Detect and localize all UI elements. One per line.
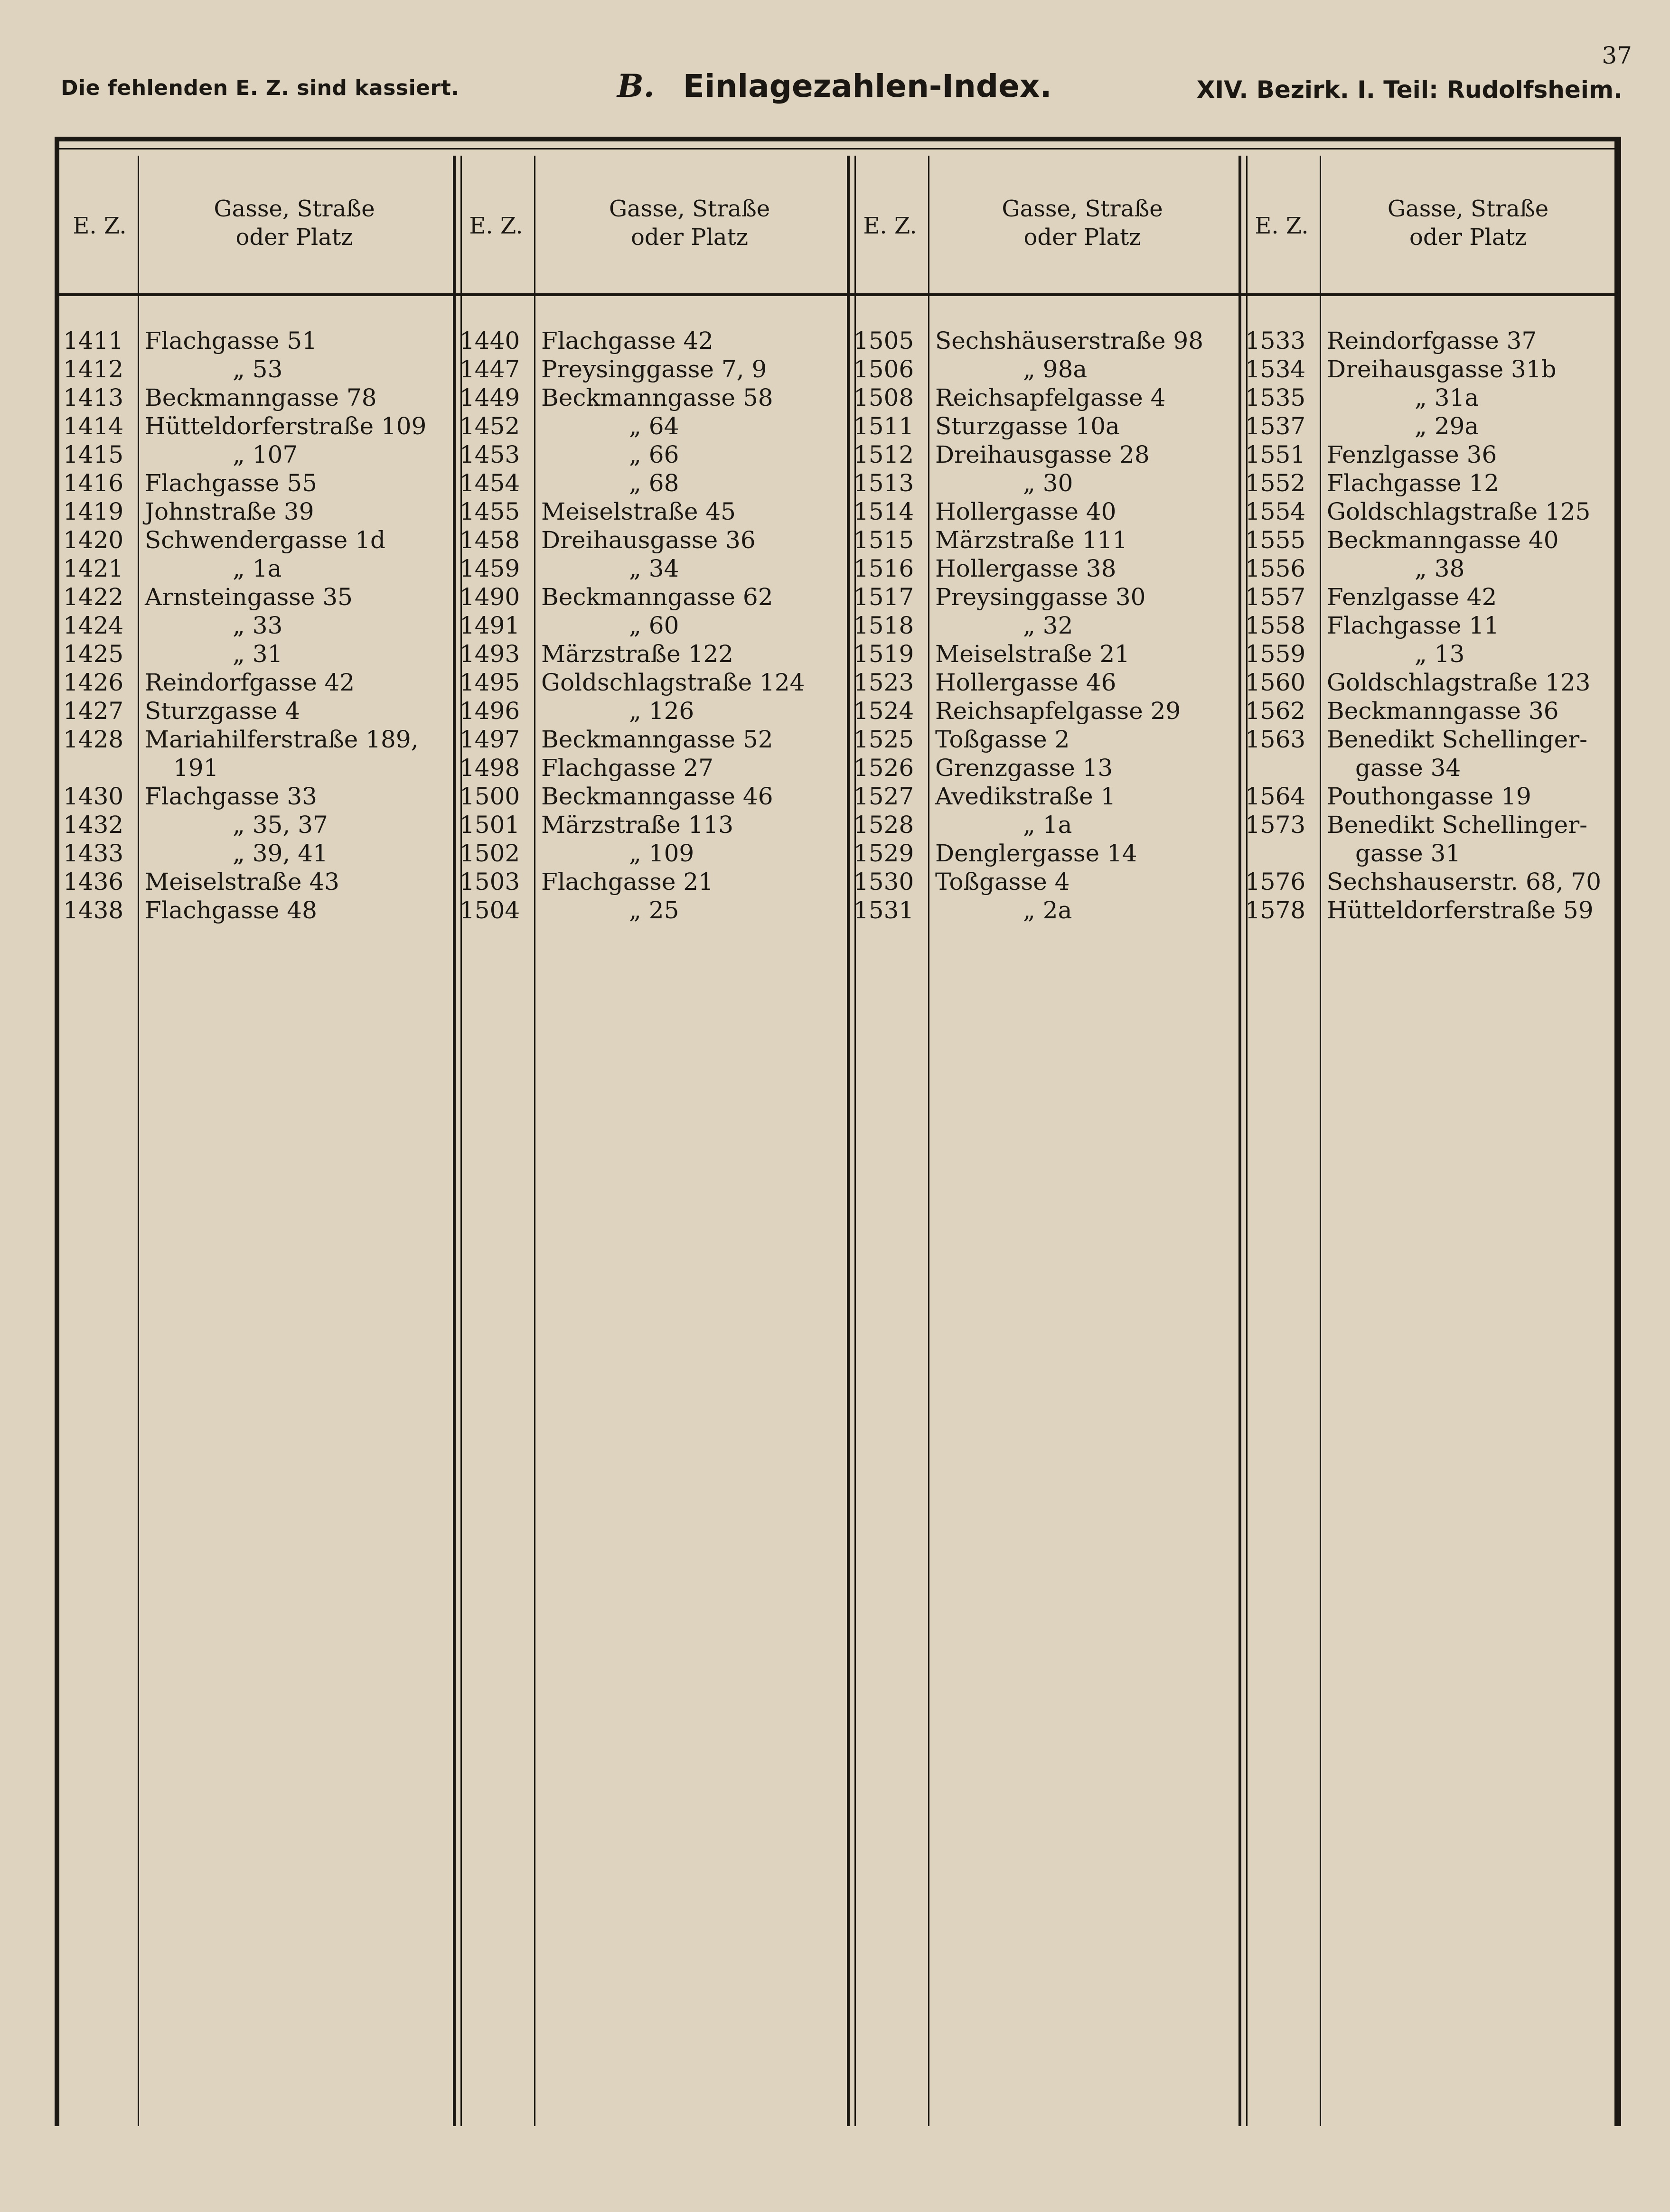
table-row	[1241, 839, 1621, 868]
table-row	[1241, 554, 1621, 583]
table-row	[850, 383, 1241, 412]
section-letter: B.	[617, 67, 655, 104]
table-row	[59, 754, 456, 782]
street-address: Sturzgasse 10a	[935, 412, 1120, 440]
table-row	[59, 440, 456, 469]
table-row	[456, 611, 850, 640]
street-column-header	[539, 195, 840, 252]
street-address: Hollergasse 38	[935, 555, 1116, 582]
street-address: Grenzgasse 13	[935, 754, 1113, 782]
table-row	[59, 583, 456, 611]
table-row	[1241, 469, 1621, 497]
table-row	[850, 611, 1241, 640]
table-row	[456, 327, 850, 355]
ez-column-header: E. Z.	[73, 213, 127, 239]
table-row	[850, 469, 1241, 497]
street-address: Reichsapfelgasse 29	[935, 697, 1181, 725]
table-row	[850, 868, 1241, 896]
street-address: Flachgasse 21	[541, 868, 713, 896]
street-address: „ 38	[1415, 555, 1465, 582]
ez-number: 1459	[460, 555, 520, 582]
district-label: XIV. Bezirk. I. Teil: Rudolfsheim.	[1196, 76, 1623, 103]
ez-number: 1560	[1245, 669, 1306, 696]
street-address: „ 31a	[1415, 384, 1479, 411]
table-row	[456, 583, 850, 611]
ez-number: 1576	[1245, 868, 1306, 896]
street-address: Goldschlagstraße 123	[1327, 669, 1591, 696]
ez-number: 1527	[854, 783, 914, 810]
street-address: Toßgasse 4	[935, 868, 1070, 896]
street-address: „ 13	[1415, 640, 1465, 668]
header-rule	[850, 293, 1238, 296]
street-address: Fenzlgasse 36	[1327, 441, 1497, 468]
street-address: „ 25	[629, 896, 679, 924]
ez-number: 1552	[1245, 469, 1306, 497]
table-row	[1241, 412, 1621, 440]
ez-number: 1556	[1245, 555, 1306, 582]
street-address: Schwendergasse 1d	[145, 526, 385, 554]
street-header-line2: oder Platz	[1023, 224, 1141, 251]
table-row	[456, 725, 850, 754]
table-row	[1241, 383, 1621, 412]
ez-number: 1498	[460, 754, 520, 782]
street-address: Toßgasse 2	[935, 726, 1070, 753]
table-row	[1241, 327, 1621, 355]
header-note: Die fehlenden E. Z. sind kassiert.	[61, 76, 460, 100]
ez-number: 1495	[460, 669, 520, 696]
street-address: Goldschlagstraße 124	[541, 669, 805, 696]
street-address: Hollergasse 40	[935, 498, 1116, 525]
street-address: Benedikt Schellinger-	[1327, 811, 1588, 839]
ez-number: 1531	[854, 896, 914, 924]
table-row	[456, 412, 850, 440]
ez-number: 1414	[63, 412, 124, 440]
street-address: Beckmanngasse 40	[1327, 526, 1559, 554]
street-address: Märzstraße 122	[541, 640, 734, 668]
ez-column-header: E. Z.	[1255, 213, 1309, 239]
table-row	[456, 355, 850, 383]
table-row	[456, 811, 850, 839]
table-row	[1241, 896, 1621, 924]
street-address: „ 66	[629, 441, 679, 468]
ez-number: 1427	[63, 697, 124, 725]
ez-number: 1578	[1245, 896, 1306, 924]
ez-number: 1503	[460, 868, 520, 896]
table-row	[850, 355, 1241, 383]
ez-number: 1512	[854, 441, 914, 468]
street-address: Hütteldorferstraße 59	[1327, 896, 1594, 924]
ez-number: 1496	[460, 697, 520, 725]
ez-number: 1420	[63, 526, 124, 554]
table-row	[59, 839, 456, 868]
table-row	[59, 327, 456, 355]
street-address: „ 68	[629, 469, 679, 497]
table-row	[59, 725, 456, 754]
table-row	[850, 839, 1241, 868]
street-address: Dreihausgasse 36	[541, 526, 756, 554]
street-address: Beckmanngasse 58	[541, 384, 773, 411]
street-address: Meiselstraße 45	[541, 498, 736, 525]
street-address: Dreihausgasse 28	[935, 441, 1150, 468]
table-row	[1241, 355, 1621, 383]
ez-number: 1425	[63, 640, 124, 668]
table-row	[1241, 868, 1621, 896]
page-number: 37	[1602, 42, 1632, 69]
street-address: Goldschlagstraße 125	[1327, 498, 1591, 525]
street-address: Denglergasse 14	[935, 840, 1137, 867]
table-row	[59, 383, 456, 412]
ez-number: 1555	[1245, 526, 1306, 554]
table-row	[850, 440, 1241, 469]
index-rows	[850, 327, 1241, 924]
street-address: Beckmanngasse 78	[145, 384, 377, 411]
street-address: Flachgasse 55	[145, 469, 317, 497]
street-address: Preysinggasse 30	[935, 583, 1146, 611]
ez-number: 1525	[854, 726, 914, 753]
ez-number: 1534	[1245, 355, 1306, 383]
ez-number: 1453	[460, 441, 520, 468]
ez-number: 1413	[63, 384, 124, 411]
table-row	[1241, 782, 1621, 811]
street-address: „ 1a	[1023, 811, 1072, 839]
column-block-1	[59, 141, 456, 2126]
ez-number: 1411	[63, 327, 124, 355]
table-row	[1241, 640, 1621, 668]
ez-number: 1502	[460, 840, 520, 867]
table-row	[59, 526, 456, 554]
street-address: Meiselstraße 21	[935, 640, 1130, 668]
table-row	[850, 526, 1241, 554]
street-address: Dreihausgasse 31b	[1327, 355, 1557, 383]
table-row	[456, 668, 850, 697]
table-row	[456, 497, 850, 526]
table-row	[1241, 754, 1621, 782]
street-address: „ 30	[1023, 469, 1073, 497]
page-title	[617, 67, 1052, 104]
ez-number: 1458	[460, 526, 520, 554]
street-header-line1: Gasse, Straße	[1387, 196, 1549, 222]
table-row	[850, 497, 1241, 526]
ez-number: 1519	[854, 640, 914, 668]
street-address: Beckmanngasse 46	[541, 783, 773, 810]
ez-number: 1563	[1245, 726, 1306, 753]
table-row	[59, 640, 456, 668]
street-column-header	[142, 195, 446, 252]
table-row	[59, 554, 456, 583]
street-address: „ 53	[233, 355, 283, 383]
street-address: Benedikt Schellinger-	[1327, 726, 1588, 753]
table-row	[850, 754, 1241, 782]
street-address: „ 35, 37	[233, 811, 328, 839]
index-rows	[456, 327, 850, 924]
street-address: 191	[173, 754, 219, 782]
column-block-4	[1241, 141, 1621, 2126]
ez-number: 1501	[460, 811, 520, 839]
table-row	[456, 440, 850, 469]
title-text: Einlagezahlen-Index.	[683, 68, 1052, 104]
street-address: „ 2a	[1023, 896, 1072, 924]
header-rule	[1241, 293, 1618, 296]
ez-number: 1491	[460, 612, 520, 639]
street-header-line1: Gasse, Straße	[214, 196, 375, 222]
header-rule	[456, 293, 847, 296]
ez-number: 1440	[460, 327, 520, 355]
table-row	[59, 697, 456, 725]
street-address: Preysinggasse 7, 9	[541, 355, 767, 383]
ez-number: 1573	[1245, 811, 1306, 839]
ez-number: 1518	[854, 612, 914, 639]
street-address: Reindorfgasse 37	[1327, 327, 1537, 355]
ez-column-header: E. Z.	[469, 213, 523, 239]
table-row	[59, 355, 456, 383]
table-row	[456, 754, 850, 782]
street-address: Fenzlgasse 42	[1327, 583, 1497, 611]
street-address: Märzstraße 111	[935, 526, 1128, 554]
street-address: Avedikstraße 1	[935, 783, 1116, 810]
table-row	[1241, 725, 1621, 754]
ez-number: 1516	[854, 555, 914, 582]
ez-number: 1424	[63, 612, 124, 639]
street-address: „ 31	[233, 640, 283, 668]
street-column-header	[1324, 195, 1612, 252]
ez-number: 1530	[854, 868, 914, 896]
table-row	[850, 896, 1241, 924]
ez-number: 1505	[854, 327, 914, 355]
table-row	[59, 469, 456, 497]
table-row	[850, 725, 1241, 754]
street-address: „ 64	[629, 412, 679, 440]
table-row	[59, 497, 456, 526]
table-row	[1241, 583, 1621, 611]
ez-number: 1436	[63, 868, 124, 896]
street-address: Hollergasse 46	[935, 669, 1116, 696]
street-address: Hütteldorferstraße 109	[145, 412, 427, 440]
ez-number: 1562	[1245, 697, 1306, 725]
ez-number: 1557	[1245, 583, 1306, 611]
street-address: gasse 34	[1355, 754, 1461, 782]
ez-number: 1415	[63, 441, 124, 468]
street-address: Märzstraße 113	[541, 811, 734, 839]
table-row	[456, 554, 850, 583]
ez-number: 1449	[460, 384, 520, 411]
street-address: Flachgasse 12	[1327, 469, 1499, 497]
ez-number: 1514	[854, 498, 914, 525]
street-address: „ 107	[233, 441, 298, 468]
table-row	[59, 811, 456, 839]
street-address: Mariahilferstraße 189,	[145, 726, 419, 753]
ez-number: 1447	[460, 355, 520, 383]
table-row	[456, 896, 850, 924]
table-row	[59, 896, 456, 924]
ez-number: 1416	[63, 469, 124, 497]
ez-number: 1412	[63, 355, 124, 383]
ez-number: 1428	[63, 726, 124, 753]
street-header-line1: Gasse, Straße	[1002, 196, 1163, 222]
ez-number: 1504	[460, 896, 520, 924]
ez-number: 1526	[854, 754, 914, 782]
table-row	[59, 868, 456, 896]
table-row	[1241, 440, 1621, 469]
table-row	[1241, 668, 1621, 697]
ez-number: 1421	[63, 555, 124, 582]
street-address: Reindorfgasse 42	[145, 669, 355, 696]
street-address: Sechshäuserstraße 98	[935, 327, 1204, 355]
ez-number: 1500	[460, 783, 520, 810]
ez-number: 1452	[460, 412, 520, 440]
table-row	[850, 668, 1241, 697]
ez-number: 1419	[63, 498, 124, 525]
index-rows	[1241, 327, 1621, 924]
ez-number: 1438	[63, 896, 124, 924]
header-rule	[59, 293, 453, 296]
table-row	[456, 782, 850, 811]
street-address: „ 1a	[233, 555, 282, 582]
street-address: Beckmanngasse 36	[1327, 697, 1559, 725]
street-address: Flachgasse 42	[541, 327, 713, 355]
ez-number: 1493	[460, 640, 520, 668]
ez-number: 1533	[1245, 327, 1306, 355]
ez-number: 1422	[63, 583, 124, 611]
ez-number: 1564	[1245, 783, 1306, 810]
table-row	[59, 611, 456, 640]
table-row	[850, 327, 1241, 355]
table-row	[850, 782, 1241, 811]
table-row	[850, 412, 1241, 440]
table-row	[1241, 526, 1621, 554]
ez-number: 1529	[854, 840, 914, 867]
street-address: Flachgasse 11	[1327, 612, 1499, 639]
ez-number: 1426	[63, 669, 124, 696]
ez-number: 1513	[854, 469, 914, 497]
street-address: Beckmanngasse 62	[541, 583, 773, 611]
street-address: „ 98a	[1023, 355, 1088, 383]
ez-number: 1432	[63, 811, 124, 839]
table-row	[456, 526, 850, 554]
table-row	[1241, 811, 1621, 839]
ez-number: 1517	[854, 583, 914, 611]
ez-number: 1430	[63, 783, 124, 810]
street-address: „ 29a	[1415, 412, 1479, 440]
street-address: Meiselstraße 43	[145, 868, 339, 896]
street-address: Arnsteingasse 35	[145, 583, 353, 611]
index-table	[55, 137, 1621, 2126]
table-row	[456, 383, 850, 412]
ez-number: 1524	[854, 697, 914, 725]
table-row	[850, 811, 1241, 839]
column-block-3	[850, 141, 1241, 2126]
street-address: gasse 31	[1355, 840, 1461, 867]
table-row	[850, 583, 1241, 611]
street-address: Johnstraße 39	[145, 498, 314, 525]
table-row	[1241, 697, 1621, 725]
street-address: Reichsapfelgasse 4	[935, 384, 1166, 411]
street-address: Flachgasse 27	[541, 754, 713, 782]
ez-number: 1554	[1245, 498, 1306, 525]
street-header-line2: oder Platz	[630, 224, 749, 251]
street-address: Beckmanngasse 52	[541, 726, 773, 753]
street-address: „ 109	[629, 840, 694, 867]
street-address: „ 32	[1023, 612, 1073, 639]
street-address: „ 126	[629, 697, 694, 725]
street-address: Flachgasse 48	[145, 896, 317, 924]
street-address: Pouthongasse 19	[1327, 783, 1531, 810]
table-row	[1241, 497, 1621, 526]
ez-number: 1537	[1245, 412, 1306, 440]
ez-number: 1535	[1245, 384, 1306, 411]
ez-number: 1433	[63, 840, 124, 867]
ez-number: 1528	[854, 811, 914, 839]
table-row	[59, 782, 456, 811]
table-row	[59, 668, 456, 697]
table-row	[456, 640, 850, 668]
street-column-header	[933, 195, 1232, 252]
street-header-line2: oder Platz	[235, 224, 353, 251]
ez-number: 1551	[1245, 441, 1306, 468]
ez-number: 1511	[854, 412, 914, 440]
index-rows	[59, 327, 456, 924]
street-header-line1: Gasse, Straße	[609, 196, 770, 222]
table-row	[456, 839, 850, 868]
table-row	[850, 697, 1241, 725]
street-address: Sturzgasse 4	[145, 697, 300, 725]
ez-number: 1558	[1245, 612, 1306, 639]
ez-number: 1523	[854, 669, 914, 696]
street-header-line2: oder Platz	[1409, 224, 1527, 251]
ez-number: 1490	[460, 583, 520, 611]
table-row	[456, 469, 850, 497]
table-row	[850, 554, 1241, 583]
ez-number: 1497	[460, 726, 520, 753]
street-address: „ 33	[233, 612, 283, 639]
table-row	[456, 697, 850, 725]
ez-number: 1455	[460, 498, 520, 525]
column-block-2	[456, 141, 850, 2126]
ez-number: 1508	[854, 384, 914, 411]
ez-number: 1506	[854, 355, 914, 383]
ez-number: 1559	[1245, 640, 1306, 668]
street-address: „ 60	[629, 612, 679, 639]
table-row	[1241, 611, 1621, 640]
street-address: „ 34	[629, 555, 679, 582]
table-row	[850, 640, 1241, 668]
ez-column-header: E. Z.	[863, 213, 917, 239]
street-address: „ 39, 41	[233, 840, 328, 867]
ez-number: 1454	[460, 469, 520, 497]
ez-number: 1515	[854, 526, 914, 554]
street-address: Flachgasse 33	[145, 783, 317, 810]
street-address: Flachgasse 51	[145, 327, 317, 355]
street-address: Sechshauserstr. 68, 70	[1327, 868, 1602, 896]
table-row	[456, 868, 850, 896]
table-row	[59, 412, 456, 440]
